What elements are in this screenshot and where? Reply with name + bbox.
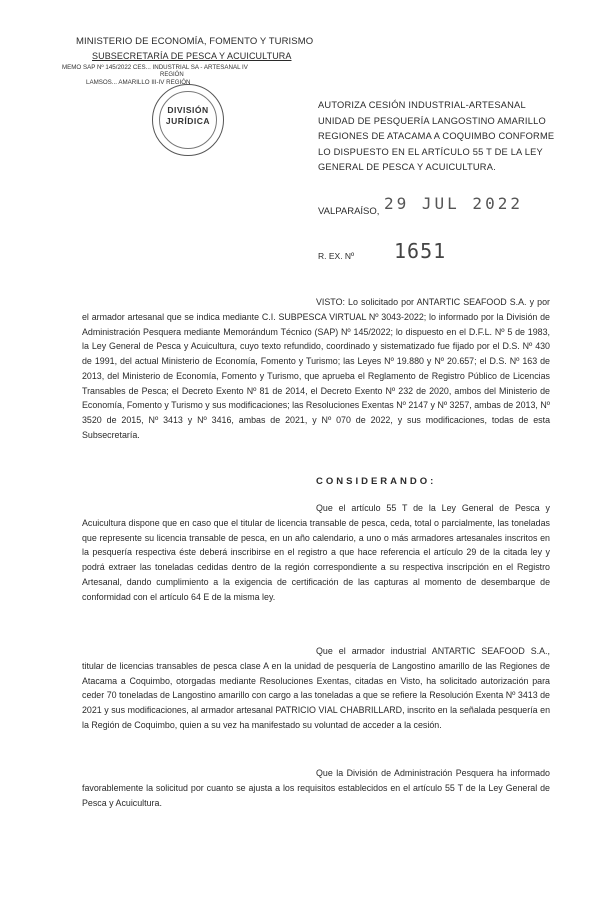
undersecretariat-name: SUBSECRETARÍA DE PESCA Y ACUICULTURA bbox=[92, 51, 292, 61]
stamp-line-2: JURÍDICA bbox=[165, 116, 211, 126]
document-subject: AUTORIZA CESIÓN INDUSTRIAL-ARTESANAL UNIDAD DE PESQUERÍA LANGOSTINO AMARILLO REGIONES DE ATACAMA A COQUIMBO CONFORME LO DISPUESTO EN EL ARTÍCULO 55 T DE LA LEY GENERAL DE PESCA Y ACUICULTURA. bbox=[318, 100, 555, 172]
legal-division-stamp bbox=[152, 84, 224, 156]
resolution-number: 1651 bbox=[394, 239, 447, 263]
resolution-label: R. EX. Nº bbox=[318, 251, 355, 261]
memo-reference: MEMO SAP Nº 145/2022 CES... INDUSTRIAL SA - ARTESANAL IV bbox=[62, 64, 248, 71]
document-date: 29 JUL 2022 bbox=[384, 194, 523, 213]
considerando-paragraph-3: Que la División de Administración Pesquera ha informado favorablemente la solicitud por cuanto se ajusta a los requisitos establecidos en el artículo 55 T de la Ley General de Pesca y Acuicultura. bbox=[82, 768, 550, 808]
lamsos-reference: LAMSOS... AMARILLO III-IV REGIÓN bbox=[86, 79, 191, 86]
stamp-line-1: DIVISIÓN bbox=[167, 105, 209, 115]
ministry-name: MINISTERIO DE ECONOMÍA, FOMENTO Y TURISMO bbox=[76, 36, 314, 47]
considerando-paragraph-2: Que el armador industrial ANTARTIC SEAFOOD S.A., titular de licencias transables de pesca clase A en la unidad de pesquería de Langostino amarillo de las Regiones de Atacama a Coquimbo, otorgadas mediante Resoluciones Exentas, citadas en Visto, ha solicitado autorización para ceder 70 toneladas de Langostino amarillo con cargo a las toneladas a que se refiere la Resolución Exenta Nº 3413 de 2021 y sus modificaciones, al armador artesanal PATRICIO VIAL CHABRILLARD, inscrito en la señalada pesquería en la Región de Coquimbo, quien a su vez ha manifestado su voluntad de acceder a la cesión. bbox=[82, 646, 550, 730]
considerando-paragraph-1: Que el artículo 55 T de la Ley General de Pesca y Acuicultura dispone que en caso que el titular de licencia transable de pesca, ceda, total o parcialmente, las toneladas que represente su licencia transable de pesca, en un año calendario, a uno o más armadores artesanales inscritos en la pesquería respectiva éste deberá inscribirse en el registro a que hace referencia el artículo 29 de la citada ley y podrá extraer las toneladas cedidas dentro de la región correspondiente a su respectiva inscripción en el Registro Artesanal, dando cumplimiento a la exigencia de certificación de las capturas al momento de desembarque de conformidad con el artículo 64 E de la misma ley. bbox=[82, 503, 550, 602]
region-label: REGIÓN bbox=[160, 72, 184, 78]
visto-paragraph: VISTO: Lo solicitado por ANTARTIC SEAFOOD S.A. y por el armador artesanal que se indica mediante C.I. SUBPESCA VIRTUAL Nº 3043-2022; lo informado por la División de Administración Pesquera mediante Memorándum Técnico (SAP) Nº 145/2022; lo dispuesto en el D.F.L. Nº 5 de 1983, la Ley General de Pesca y Acuicultura, cuyo texto refundido, coordinado y sistematizado fue fijado por el D.S. Nº 430 de 1991, del actual Ministerio de Economía, Fomento y Turismo; las Leyes Nº 19.880 y Nº 20.657; el D.S. Nº 163 de 2013, del Ministerio de Economía, Fomento y Turismo, que aprueba el Reglamento de Registro Público de Licencias Transables de Pesca; el Decreto Exento Nº 81 de 2014, el Decreto Exento Nº 232 de 2020, ambos del Ministerio de Economía, Fomento y Turismo y sus modificaciones; las Resoluciones Exentas Nº 2147 y Nº 3257, ambas de 2013, Nº 3520 de 2015, Nº 3413 y Nº 3416, ambas de 2021, y Nº 070 de 2022, y sus modificaciones, todas de esta Subsecretaría. bbox=[82, 297, 550, 440]
place-label: VALPARAÍSO, bbox=[318, 206, 380, 217]
considerando-title: CONSIDERANDO: bbox=[316, 476, 437, 487]
